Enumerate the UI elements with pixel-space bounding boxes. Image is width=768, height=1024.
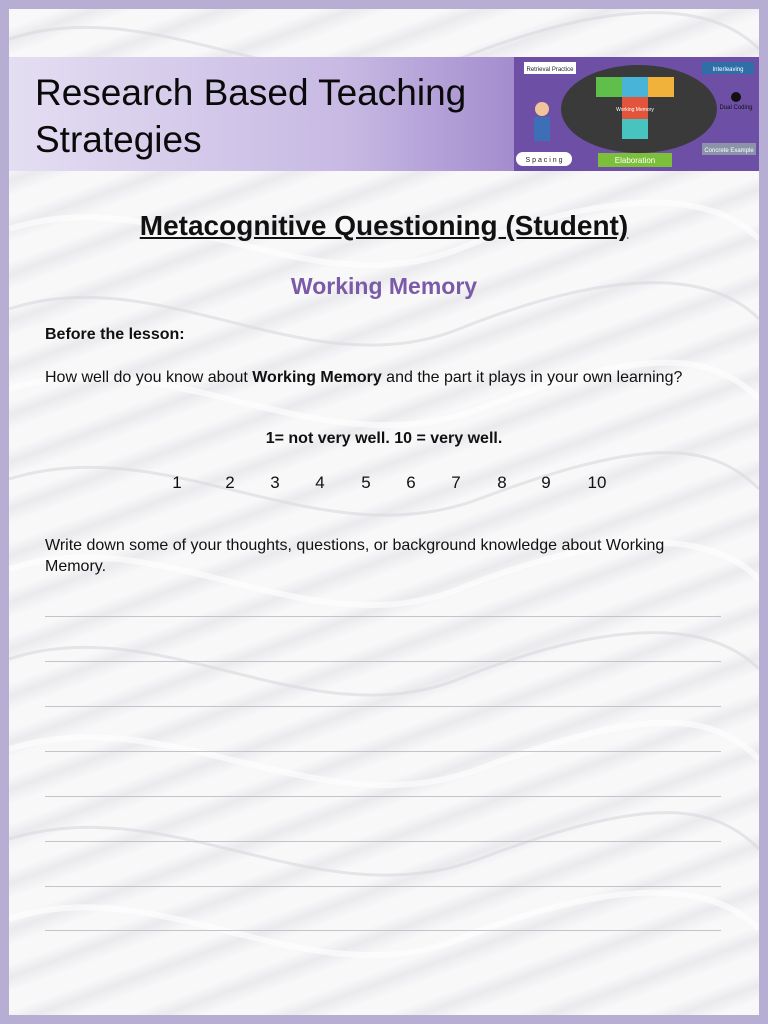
spacing-label: S p a c i n g: [525, 157, 563, 164]
question-after: and the part it plays in your own learning?: [381, 369, 683, 386]
scale-option-5[interactable]: 5: [361, 473, 371, 492]
scale-option-7[interactable]: 7: [451, 473, 461, 492]
retrieval-label: Retrieval Practice: [526, 67, 574, 73]
header-banner: [9, 57, 759, 171]
answer-line[interactable]: [45, 616, 721, 617]
worksheet-page: [9, 9, 759, 1015]
eye-icon: [731, 92, 741, 102]
scale-option-10[interactable]: 10: [587, 473, 607, 492]
page-title: Metacognitive Questioning (Student): [139, 210, 629, 241]
question-before: How well do you know about: [45, 369, 253, 386]
scale-option-4[interactable]: 4: [315, 473, 325, 492]
dual-coding-label: Dual Coding: [719, 105, 753, 111]
scale-option-6[interactable]: 6: [406, 473, 416, 492]
scale-option-3[interactable]: 3: [270, 473, 280, 492]
question-bold: Working Memory: [252, 369, 382, 386]
topic-subtitle: Working Memory: [290, 273, 478, 299]
scale-option-1[interactable]: 1: [172, 473, 182, 492]
scale-option-2[interactable]: 2: [225, 473, 235, 492]
concrete-example-label: Concrete Example: [704, 148, 754, 154]
scale-legend: 1= not very well. 10 = very well.: [265, 430, 503, 447]
section-label: Before the lesson:: [45, 326, 185, 343]
answer-line[interactable]: [45, 706, 721, 707]
answer-line[interactable]: [45, 930, 721, 931]
scale-option-8[interactable]: 8: [497, 473, 507, 492]
answer-line[interactable]: [45, 796, 721, 797]
elaboration-label: Elaboration: [614, 156, 656, 165]
answer-line[interactable]: [45, 661, 721, 662]
answer-line[interactable]: [45, 886, 721, 887]
scale-option-9[interactable]: 9: [541, 473, 551, 492]
writing-prompt: Write down some of your thoughts, questions, or background knowledge about Working Memory.: [45, 537, 665, 575]
answer-line[interactable]: [45, 841, 721, 842]
question-text: [45, 367, 705, 388]
brain-puzzle-illustration: [514, 57, 759, 171]
answer-line[interactable]: [45, 751, 721, 752]
banner-title: Research Based Teaching Strategies: [35, 72, 467, 160]
working-memory-label: Working Memory: [616, 107, 654, 113]
teacher-icon: [535, 102, 549, 116]
interleaving-label: Interleaving: [712, 67, 744, 73]
